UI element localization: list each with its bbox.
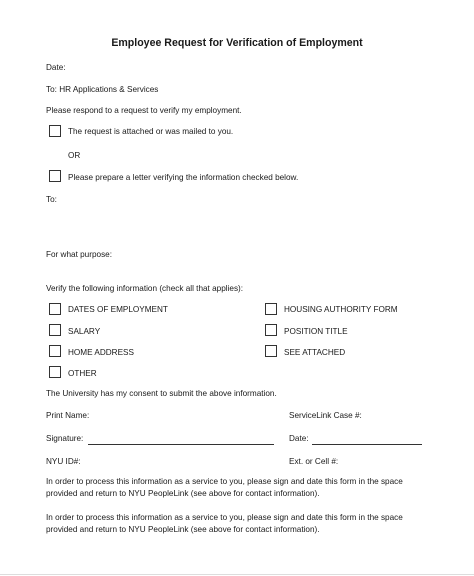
- checkbox-see-attached[interactable]: [265, 345, 277, 357]
- check-label-position: POSITION TITLE: [284, 327, 348, 336]
- check-label-home-address: HOME ADDRESS: [68, 348, 134, 357]
- checkbox-dates-of-employment[interactable]: [49, 303, 61, 315]
- option-prepare-label: Please prepare a letter verifying the information checked below.: [68, 173, 299, 182]
- checkbox-prepare-letter[interactable]: [49, 170, 61, 182]
- check-label-housing: HOUSING AUTHORITY FORM: [284, 305, 398, 314]
- instruction-1-line-1: In order to process this information as a service to you, please sign and date this form in the space: [46, 477, 403, 486]
- consent-text: The University has my consent to submit the above information.: [46, 389, 277, 398]
- or-label: OR: [68, 151, 81, 160]
- instruction-paragraph-1: [46, 476, 403, 499]
- checkbox-position-title[interactable]: [265, 324, 277, 336]
- ext-cell-label: Ext. or Cell #:: [289, 457, 339, 466]
- print-name-label: Print Name:: [46, 411, 90, 420]
- date-line[interactable]: [312, 444, 422, 445]
- check-label-salary: SALARY: [68, 327, 101, 336]
- to-hr-line: To: HR Applications & Services: [46, 85, 159, 94]
- page-title: Employee Request for Verification of Employment: [111, 37, 363, 49]
- instruction-paragraph-2: [46, 512, 403, 535]
- bottom-divider: [0, 574, 474, 575]
- to-label: To:: [46, 195, 57, 204]
- instruction-1-line-2: provided and return to NYU PeopleLink (see above for contact information).: [46, 488, 320, 498]
- checkbox-other[interactable]: [49, 366, 61, 378]
- verify-label: Verify the following information (check all that applies):: [46, 284, 244, 293]
- signature-line[interactable]: [88, 444, 274, 445]
- checkbox-home-address[interactable]: [49, 345, 61, 357]
- checkbox-salary[interactable]: [49, 324, 61, 336]
- instruction-2-line-1: In order to process this information as a service to you, please sign and date this form in the space: [46, 513, 403, 522]
- check-label-dates: DATES OF EMPLOYMENT: [68, 305, 168, 314]
- signature-label: Signature:: [46, 434, 84, 443]
- option-attached-label: The request is attached or was mailed to you.: [68, 127, 234, 136]
- checkbox-housing-authority-form[interactable]: [265, 303, 277, 315]
- date-label: Date:: [46, 63, 66, 72]
- instruction-2-line-2: provided and return to NYU PeopleLink (see above for contact information).: [46, 524, 320, 534]
- purpose-label: For what purpose:: [46, 250, 112, 259]
- please-respond-text: Please respond to a request to verify my employment.: [46, 106, 242, 115]
- servicelink-label: ServiceLink Case #:: [289, 411, 362, 420]
- nyu-id-label: NYU ID#:: [46, 457, 81, 466]
- check-label-other: OTHER: [68, 369, 97, 378]
- check-label-see-attached: SEE ATTACHED: [284, 348, 346, 357]
- checkbox-request-attached[interactable]: [49, 125, 61, 137]
- date-label-2: Date:: [289, 434, 309, 443]
